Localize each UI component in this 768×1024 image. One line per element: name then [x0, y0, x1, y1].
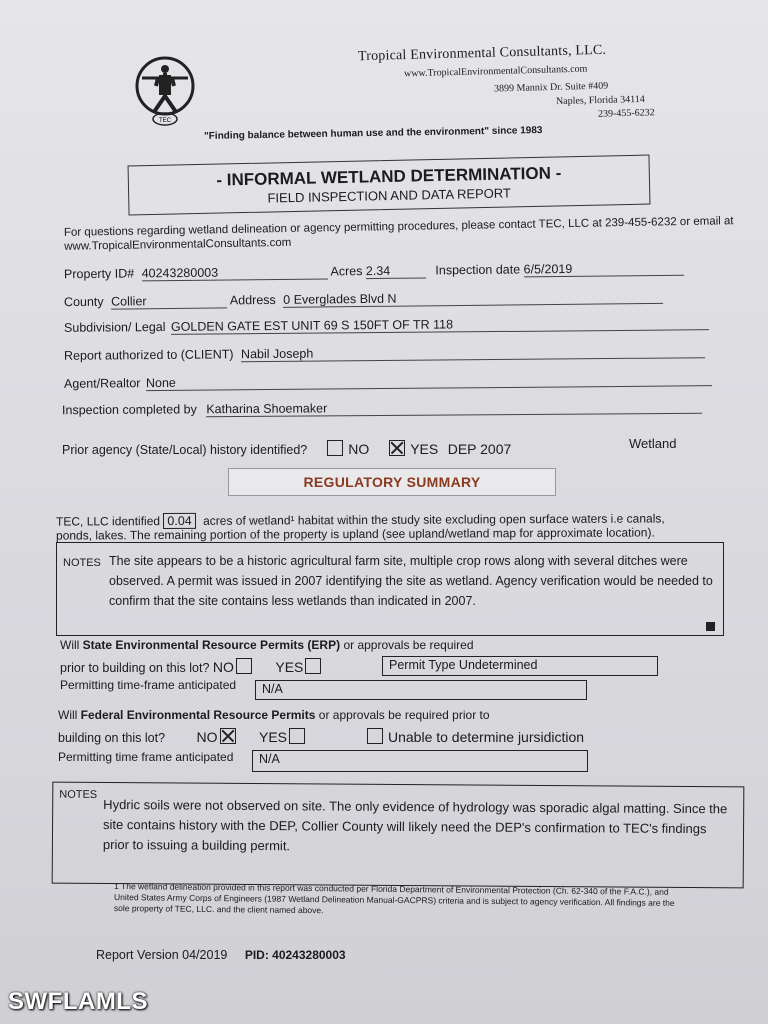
report-version: Report Version 04/2019	[96, 948, 228, 962]
report-subtitle: FIELD INSPECTION AND DATA REPORT	[267, 185, 512, 206]
history-row	[62, 440, 511, 457]
expand-icon[interactable]	[706, 622, 715, 631]
intro-text: For questions regarding wetland delineation or agency permitting procedures, please contact TEC, LLC at 239-455-6232 or email at www.TropicalEnvironmentalConsultants.com	[63, 215, 734, 253]
logo-text: TEC	[159, 118, 171, 124]
history-note: Wetland	[629, 436, 677, 451]
federal-erp-question	[58, 708, 490, 722]
property-id-value: 40243280003	[142, 264, 328, 281]
vitruvian-logo-icon	[132, 56, 198, 128]
federal-unable-label: Unable to determine jursidiction	[387, 729, 585, 745]
state-timeframe-label: Permitting time-frame anticipated	[60, 678, 237, 692]
report-title-box	[128, 155, 651, 216]
acres-value: 2.34	[366, 263, 426, 279]
client-value: Nabil Joseph	[241, 343, 705, 362]
county-value: Collier	[111, 293, 227, 309]
regulatory-summary-heading: REGULATORY SUMMARY	[303, 474, 481, 490]
company-name: Tropical Environmental Consultants, LLC.	[357, 42, 607, 65]
identified-acres-value: 0.04	[163, 513, 195, 529]
agent-value: None	[146, 371, 712, 391]
federal-timeframe-field: N/A	[252, 750, 588, 772]
inspector-label: Inspection completed by	[61, 402, 197, 418]
state-erp-no-checkbox[interactable]	[236, 658, 252, 674]
state-erp-yes-label: YES	[275, 659, 304, 675]
federal-timeframe-label: Permitting time frame anticipated	[58, 750, 234, 764]
history-detail: DEP 2007	[447, 441, 512, 457]
county-row	[64, 289, 663, 310]
regulatory-summary-box	[228, 468, 556, 496]
address-label: Address	[229, 292, 276, 308]
agent-label: Agent/Realtor	[63, 376, 141, 391]
footer-pid: PID: 40243280003	[244, 948, 346, 962]
company-phone: 239-455-6232	[597, 107, 655, 120]
address-value: 0 Everglades Blvd N	[283, 289, 663, 308]
footnote: 1 The wetland delineation provided in this report was conducted per Florida Department of Environmental Protection (Ch. 62-340 of the F.A.C.), and United States Army Corps of Engineers (1987 Wetland Delineation Manual-GACPRS) criteria and is subject to agency verification. All findings are the sole property of TEC, LLC. and the client named above.	[113, 881, 675, 916]
mls-watermark: SWFLAMLS	[8, 988, 148, 1015]
notes-2-text: Hydric soils were not observed on site. The only evidence of hydrology was sporadic algal matting. Since the site contains history with the DEP, Collier County will likely need the DEP's confirmation to TEC's findings prior to issuing a building permit.	[102, 796, 728, 854]
state-erp-answer-row	[60, 658, 323, 675]
state-erp-no-label: NO	[212, 659, 234, 675]
state-erp-q-line2: prior to building on this lot?	[60, 661, 210, 675]
federal-erp-no-checkbox[interactable]	[220, 728, 236, 744]
federal-unable-checkbox[interactable]	[367, 728, 383, 744]
federal-erp-yes-checkbox[interactable]	[289, 728, 305, 744]
inspection-date-value: 6/5/2019	[524, 261, 684, 278]
history-yes-label: YES	[410, 441, 439, 457]
identified-line2: ponds, lakes. The remaining portion of the property is upland (see upland/wetland map for approximate location).	[55, 525, 655, 543]
federal-erp-answer-row	[58, 728, 584, 745]
state-erp-question	[60, 638, 474, 652]
federal-erp-q-pre: Will	[58, 708, 78, 722]
inspector-value: Katharina Shoemaker	[206, 399, 702, 417]
notes-box-2	[52, 782, 745, 889]
subdivision-row	[64, 315, 709, 336]
notes-2-label: NOTES	[59, 788, 98, 801]
company-address-line2: Naples, Florida 34114	[555, 93, 645, 108]
inspector-row	[62, 399, 702, 418]
company-address-line1: 3899 Mannix Dr. Suite #409	[493, 80, 609, 95]
subdivision-value: GOLDEN GATE EST UNIT 69 S 150FT OF TR 118	[171, 315, 709, 335]
county-label: County	[63, 294, 104, 310]
state-erp-q-bold: State Environmental Resource Permits (ERP)	[82, 638, 341, 652]
footer-version-row	[96, 948, 346, 962]
state-erp-q-post: or approvals be required	[343, 638, 474, 652]
federal-erp-yes-label: YES	[259, 729, 288, 745]
state-erp-q-pre: Will	[60, 638, 80, 652]
subdivision-label: Subdivision/ Legal	[63, 319, 166, 335]
history-yes-checkbox[interactable]	[389, 440, 405, 456]
history-label: Prior agency (State/Local) history identified?	[62, 443, 308, 457]
history-no-label: NO	[348, 441, 370, 457]
company-tagline: "Finding balance between human use and the environment" since 1983	[203, 125, 543, 142]
federal-erp-q-post: or approvals be required prior to	[318, 708, 490, 722]
company-website: www.TropicalEnvironmentalConsultants.com	[403, 63, 588, 80]
identified-post-text: acres of wetland¹ habitat within the study site excluding open surface waters i.e canals,	[203, 511, 665, 528]
inspection-date-label: Inspection date	[435, 262, 521, 278]
property-row	[64, 261, 684, 282]
client-label: Report authorized to (CLIENT)	[63, 347, 234, 363]
federal-erp-q-line2: building on this lot?	[58, 731, 166, 745]
federal-erp-no-label: NO	[196, 729, 218, 745]
acres-label: Acres	[330, 264, 363, 279]
history-no-checkbox[interactable]	[327, 440, 343, 456]
report-title: - INFORMAL WETLAND DETERMINATION -	[216, 163, 562, 190]
notes-box-1	[56, 542, 724, 636]
federal-erp-q-bold: Federal Environmental Resource Permits	[80, 708, 316, 722]
property-id-label: Property ID#	[63, 266, 135, 282]
notes-1-text: The site appears to be a historic agricultural farm site, multiple crop rows along with several ditches were observed. A permit was issued in 2007 identifying the site as wetland. Agency verification would be needed to confirm that the site contains less wetlands than indicated in 2007.	[109, 554, 713, 608]
identified-pre-text: TEC, LLC identified	[55, 514, 161, 529]
state-timeframe-field: N/A	[255, 680, 587, 700]
agent-row	[64, 371, 712, 392]
client-row	[64, 343, 705, 364]
state-erp-yes-checkbox[interactable]	[305, 658, 321, 674]
notes-1-label: NOTES	[63, 557, 101, 569]
state-permit-type-field: Permit Type Undetermined	[382, 656, 658, 676]
